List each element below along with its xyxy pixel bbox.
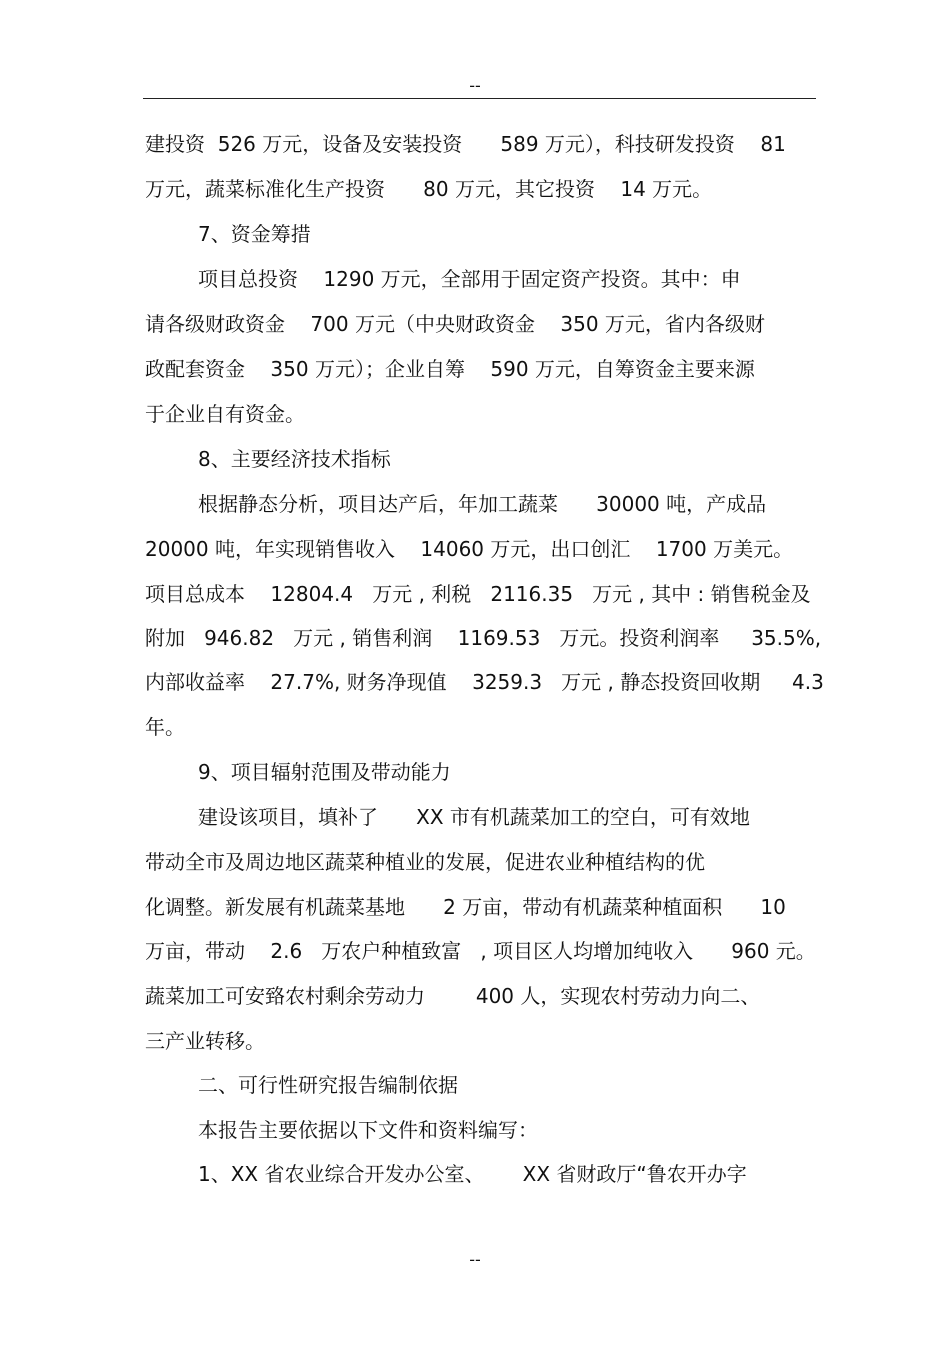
body-line: 年。	[145, 715, 185, 739]
body-line: 项目总投资 1290 万元，全部用于固定资产投资。其中：申	[198, 267, 741, 291]
body-line: 本报告主要依据以下文件和资料编写：	[198, 1118, 538, 1142]
section-heading-8: 8、主要经济技术指标	[198, 447, 391, 471]
body-line: 20000 吨，年实现销售收入 14060 万元，出口创汇 1700 万美元。	[145, 537, 794, 561]
body-line: 项目总成本 12804.4 万元 , 利税 2116.35 万元 , 其中 : 销售税金及	[145, 582, 811, 606]
body-line: 于企业自有资金。	[145, 402, 305, 426]
page-header-mark: --	[469, 76, 481, 95]
body-line: 请各级财政资金 700 万元（中央财政资金 350 万元，省内各级财	[145, 312, 765, 336]
body-line: 万元，蔬菜标准化生产投资 80 万元，其它投资 14 万元。	[145, 177, 713, 201]
body-line: 带动全市及周边地区蔬菜种植业的发展，促进农业种植结构的优	[145, 850, 705, 874]
header-divider	[143, 98, 816, 99]
section-heading-7: 7、资金筹措	[198, 222, 311, 246]
body-line: 万亩，带动 2.6 万农户种植致富 , 项目区人均增加纯收入 960 元。	[145, 939, 816, 963]
body-line: 化调整。新发展有机蔬菜基地 2 万亩，带动有机蔬菜种植面积 10	[145, 895, 786, 919]
page-footer-mark: --	[469, 1250, 481, 1269]
body-line: 1、XX 省农业综合开发办公室、 XX 省财政厅“鲁农开办字	[198, 1162, 747, 1186]
body-line: 三产业转移。	[145, 1029, 265, 1053]
body-line: 根据静态分析，项目达产后，年加工蔬菜 30000 吨，产成品	[198, 492, 767, 516]
body-line: 建投资 526 万元，设备及安装投资 589 万元），科技研发投资 81	[145, 132, 786, 156]
body-line: 政配套资金 350 万元）；企业自筹 590 万元，自筹资金主要来源	[145, 357, 755, 381]
body-line: 建设该项目，填补了 XX 市有机蔬菜加工的空白，可有效地	[198, 805, 750, 829]
section-heading-9: 9、项目辐射范围及带动能力	[198, 760, 451, 784]
section-heading-2: 二、可行性研究报告编制依据	[198, 1073, 458, 1097]
body-line: 内部收益率 27.7%, 财务净现值 3259.3 万元 , 静态投资回收期 4.3	[145, 670, 824, 694]
body-line: 蔬菜加工可安臵农村剩余劳动力 400 人，实现农村劳动力向二、	[145, 984, 761, 1008]
body-line: 附加 946.82 万元 , 销售利润 1169.53 万元。投资利润率 35.5%,	[145, 626, 822, 650]
